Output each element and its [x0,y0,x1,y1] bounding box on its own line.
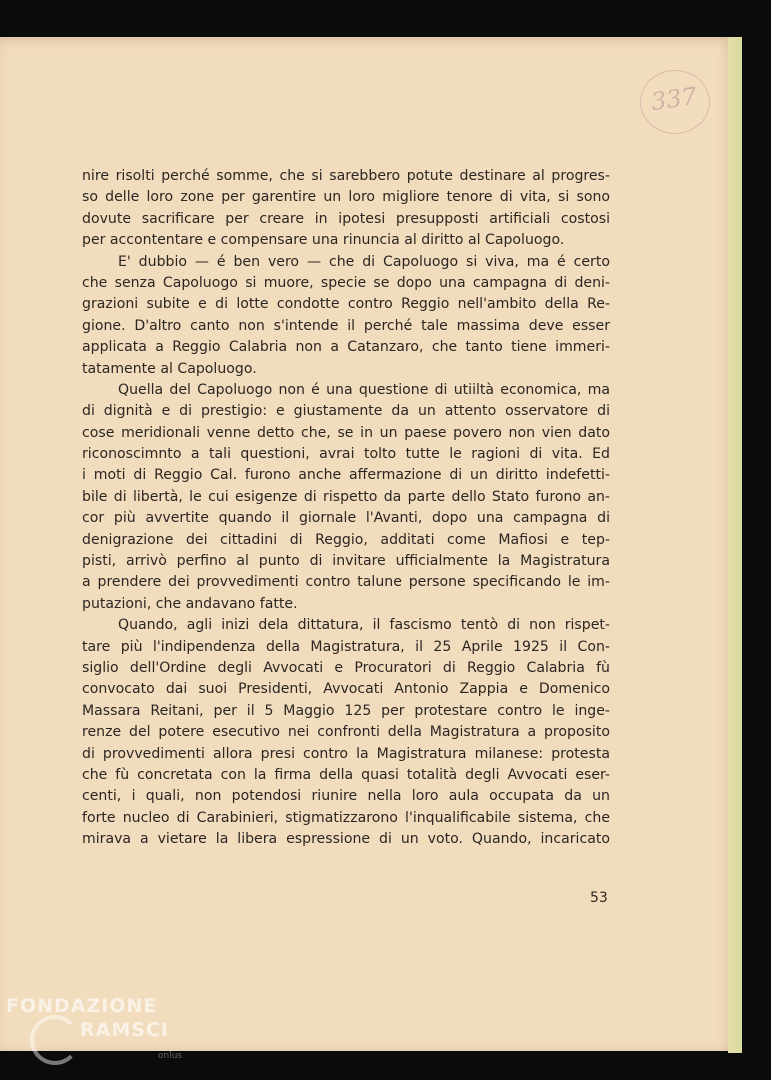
text-line: che senza Capoluogo si muore, specie se dopo una campagna di deni- [82,274,610,291]
text-line: Quando, agli inizi dela dittatura, il fascismo tentò di non rispet- [118,617,610,634]
text-line: riconoscimnto a tali questioni, avrai tolto tutte le ragioni di vita. Ed [82,446,610,463]
watermark-line1: FONDAZIONE [6,995,158,1017]
text-line: nire risolti perché somme, che si sarebbero potute destinare al progres- [82,168,610,184]
body-text [82,166,610,851]
text-line: che fù concretata con la firma della quasi totalità degli Avvocati eser- [82,766,610,783]
text-line: per accontentare e compensare una rinuncia al diritto al Capoluogo. [82,232,565,249]
text-line: cose meridionali venne detto che, se in un paese povero non vien dato [82,424,610,441]
watermark-line2: RAMSCI [80,1019,169,1041]
text-line: tatamente al Capoluogo. [82,360,257,377]
text-line: putazioni, che andavano fatte. [82,595,298,612]
watermark-logo [6,995,206,1075]
text-line: i moti di Reggio Cal. furono anche affermazione di un diritto indefetti- [82,467,610,484]
text-line: applicata a Reggio Calabria non a Catanzaro, che tanto tiene immeri- [82,339,610,356]
text-line: E' dubbio — é ben vero — che di Capoluogo si viva, ma é certo [118,253,610,270]
text-line: Quella del Capoluogo non é una questione di utiiltà economica, ma [118,381,610,398]
text-line: bile di libertà, le cui esigenze di rispetto da parte dello Stato furono an- [82,488,610,505]
text-line: di provvedimenti allora presi contro la Magistratura milanese: protesta [82,745,610,762]
text-line: convocato dai suoi Presidenti, Avvocati Antonio Zappia e Domenico [82,681,610,698]
text-line: centi, i quali, non potendosi riunire nella loro aula occupata da un [82,788,610,805]
text-line: so delle loro zone per garentire un loro migliore tenore di vita, si sono [82,189,610,206]
text-line: forte nucleo di Carabinieri, stigmatizzarono l'inqualificabile sistema, che [82,809,610,826]
text-line: di dignità e di prestigio: e giustamente da un attento osservatore di [82,403,610,420]
folio-annotation [640,70,710,134]
page-edge [728,37,742,1053]
text-line: pisti, arrivò perfino al punto di invitare ufficialmente la Magistratura [82,553,610,570]
text-line: gione. D'altro canto non s'intende il perché tale massima deve esser [82,317,610,334]
watermark-sub: onlus [158,1051,183,1061]
text-line: denigrazione dei cittadini di Reggio, additati come Mafiosi e tep- [82,531,610,548]
folio-annotation-text: 337 [649,81,699,117]
text-line: dovute sacrificare per creare in ipotesi presupposti artificiali costosi [82,210,610,227]
text-line: cor più avvertite quando il giornale l'Avanti, dopo una campagna di [82,510,610,527]
text-line: a prendere dei provvedimenti contro talune persone specificando le im- [82,574,610,591]
text-line: renze del potere esecutivo nei confronti della Magistratura a proposito [82,724,610,741]
text-line: Massara Reitani, per il 5 Maggio 125 per protestare contro le inge- [82,702,610,719]
text-line: mirava a vietare la libera espressione di un voto. Quando, incaricato [82,831,610,848]
text-line: tare più l'indipendenza della Magistratura, il 25 Aprile 1925 il Con- [82,638,610,655]
g-ring-icon [30,1015,80,1065]
text-line: siglio dell'Ordine degli Avvocati e Procuratori di Reggio Calabria fù [82,659,610,676]
page-number: 53 [590,890,608,906]
text-line: grazioni subite e di lotte condotte contro Reggio nell'ambito della Re- [82,296,610,313]
